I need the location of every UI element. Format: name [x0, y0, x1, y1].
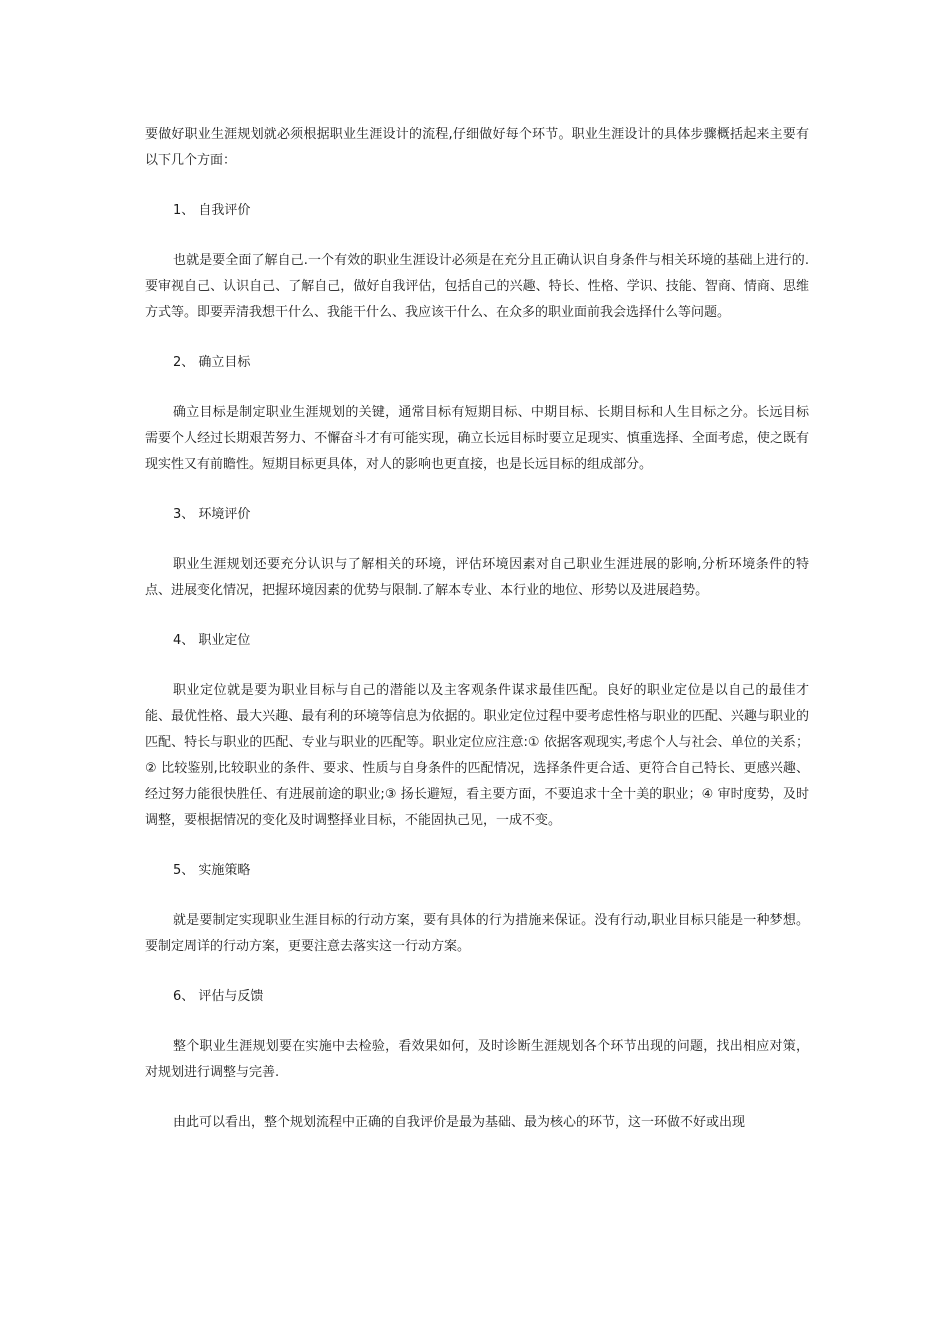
section-heading-implementation-strategy: 5、 实施策略	[173, 863, 251, 878]
section-heading-career-positioning: 4、 职业定位	[173, 633, 251, 648]
section-body-career-positioning: 职业定位就是要为职业目标与自己的潜能以及主客观条件谋求最佳匹配。良好的职业定位是以自己的最佳才能、最优性格、最大兴趣、最有利的环境等信息为依据的。职业定位过程中要考虑性格与职业的匹配、兴趣与职业的匹配、特长与职业的匹配、专业与职业的匹配等。职业定位应注意:① 依据客观现实,考虑个人与社会、单位的关系；② 比较鉴别,比较职业的条件、要求、性质与自身条件的匹配情况，选择条件更合适、更符合自己特长、更感兴趣、经过努力能很快胜任、有进展前途的职业;③ 扬长避短，看主要方面，不要追求十全十美的职业；④ 审时度势，及时调整，要根据情况的变化及时调整择业目标，不能固执己见，一成不变。	[145, 683, 809, 828]
closing-paragraph: 由此可以看出，整个规划流程中正确的自我评价是最为基础、最为核心的环节，这一环做不好或出现	[173, 1115, 746, 1130]
section-heading-evaluation-feedback: 6、 评估与反馈	[173, 989, 264, 1004]
section-body-environment-assessment: 职业生涯规划还要充分认识与了解相关的环境，评估环境因素对自己职业生涯进展的影响,分析环境条件的特点、进展变化情况，把握环境因素的优势与限制.了解本专业、本行业的地位、形势以及进展趋势。	[145, 557, 809, 598]
intro-paragraph: 要做好职业生涯规划就必须根据职业生涯设计的流程,仔细做好每个环节。职业生涯设计的具体步骤概括起来主要有以下几个方面：	[145, 127, 809, 168]
section-body-evaluation-feedback: 整个职业生涯规划要在实施中去检验，看效果如何，及时诊断生涯规划各个环节出现的问题，找出相应对策，对规划进行调整与完善.	[145, 1039, 809, 1080]
section-body-set-goals: 确立目标是制定职业生涯规划的关键，通常目标有短期目标、中期目标、长期目标和人生目标之分。长远目标需要个人经过长期艰苦努力、不懈奋斗才有可能实现，确立长远目标时要立足现实、慎重选择、全面考虑，使之既有现实性又有前瞻性。短期目标更具体，对人的影响也更直接，也是长远目标的组成部分。	[145, 405, 809, 472]
section-body-self-assessment: 也就是要全面了解自己.一个有效的职业生涯设计必须是在充分且正确认识自身条件与相关环境的基础上进行的.要审视自己、认识自己、了解自己，做好自我评估，包括自己的兴趣、特长、性格、学识、技能、智商、情商、思维方式等。即要弄清我想干什么、我能干什么、我应该干什么、在众多的职业面前我会选择什么等问题。	[145, 253, 809, 320]
section-heading-set-goals: 2、 确立目标	[173, 355, 251, 370]
section-heading-self-assessment: 1、 自我评价	[173, 203, 251, 218]
section-heading-environment-assessment: 3、 环境评价	[173, 507, 251, 522]
document-body	[145, 122, 809, 1136]
section-body-implementation-strategy: 就是要制定实现职业生涯目标的行动方案，要有具体的行为措施来保证。没有行动,职业目标只能是一种梦想。要制定周详的行动方案，更要注意去落实这一行动方案。	[145, 913, 809, 954]
